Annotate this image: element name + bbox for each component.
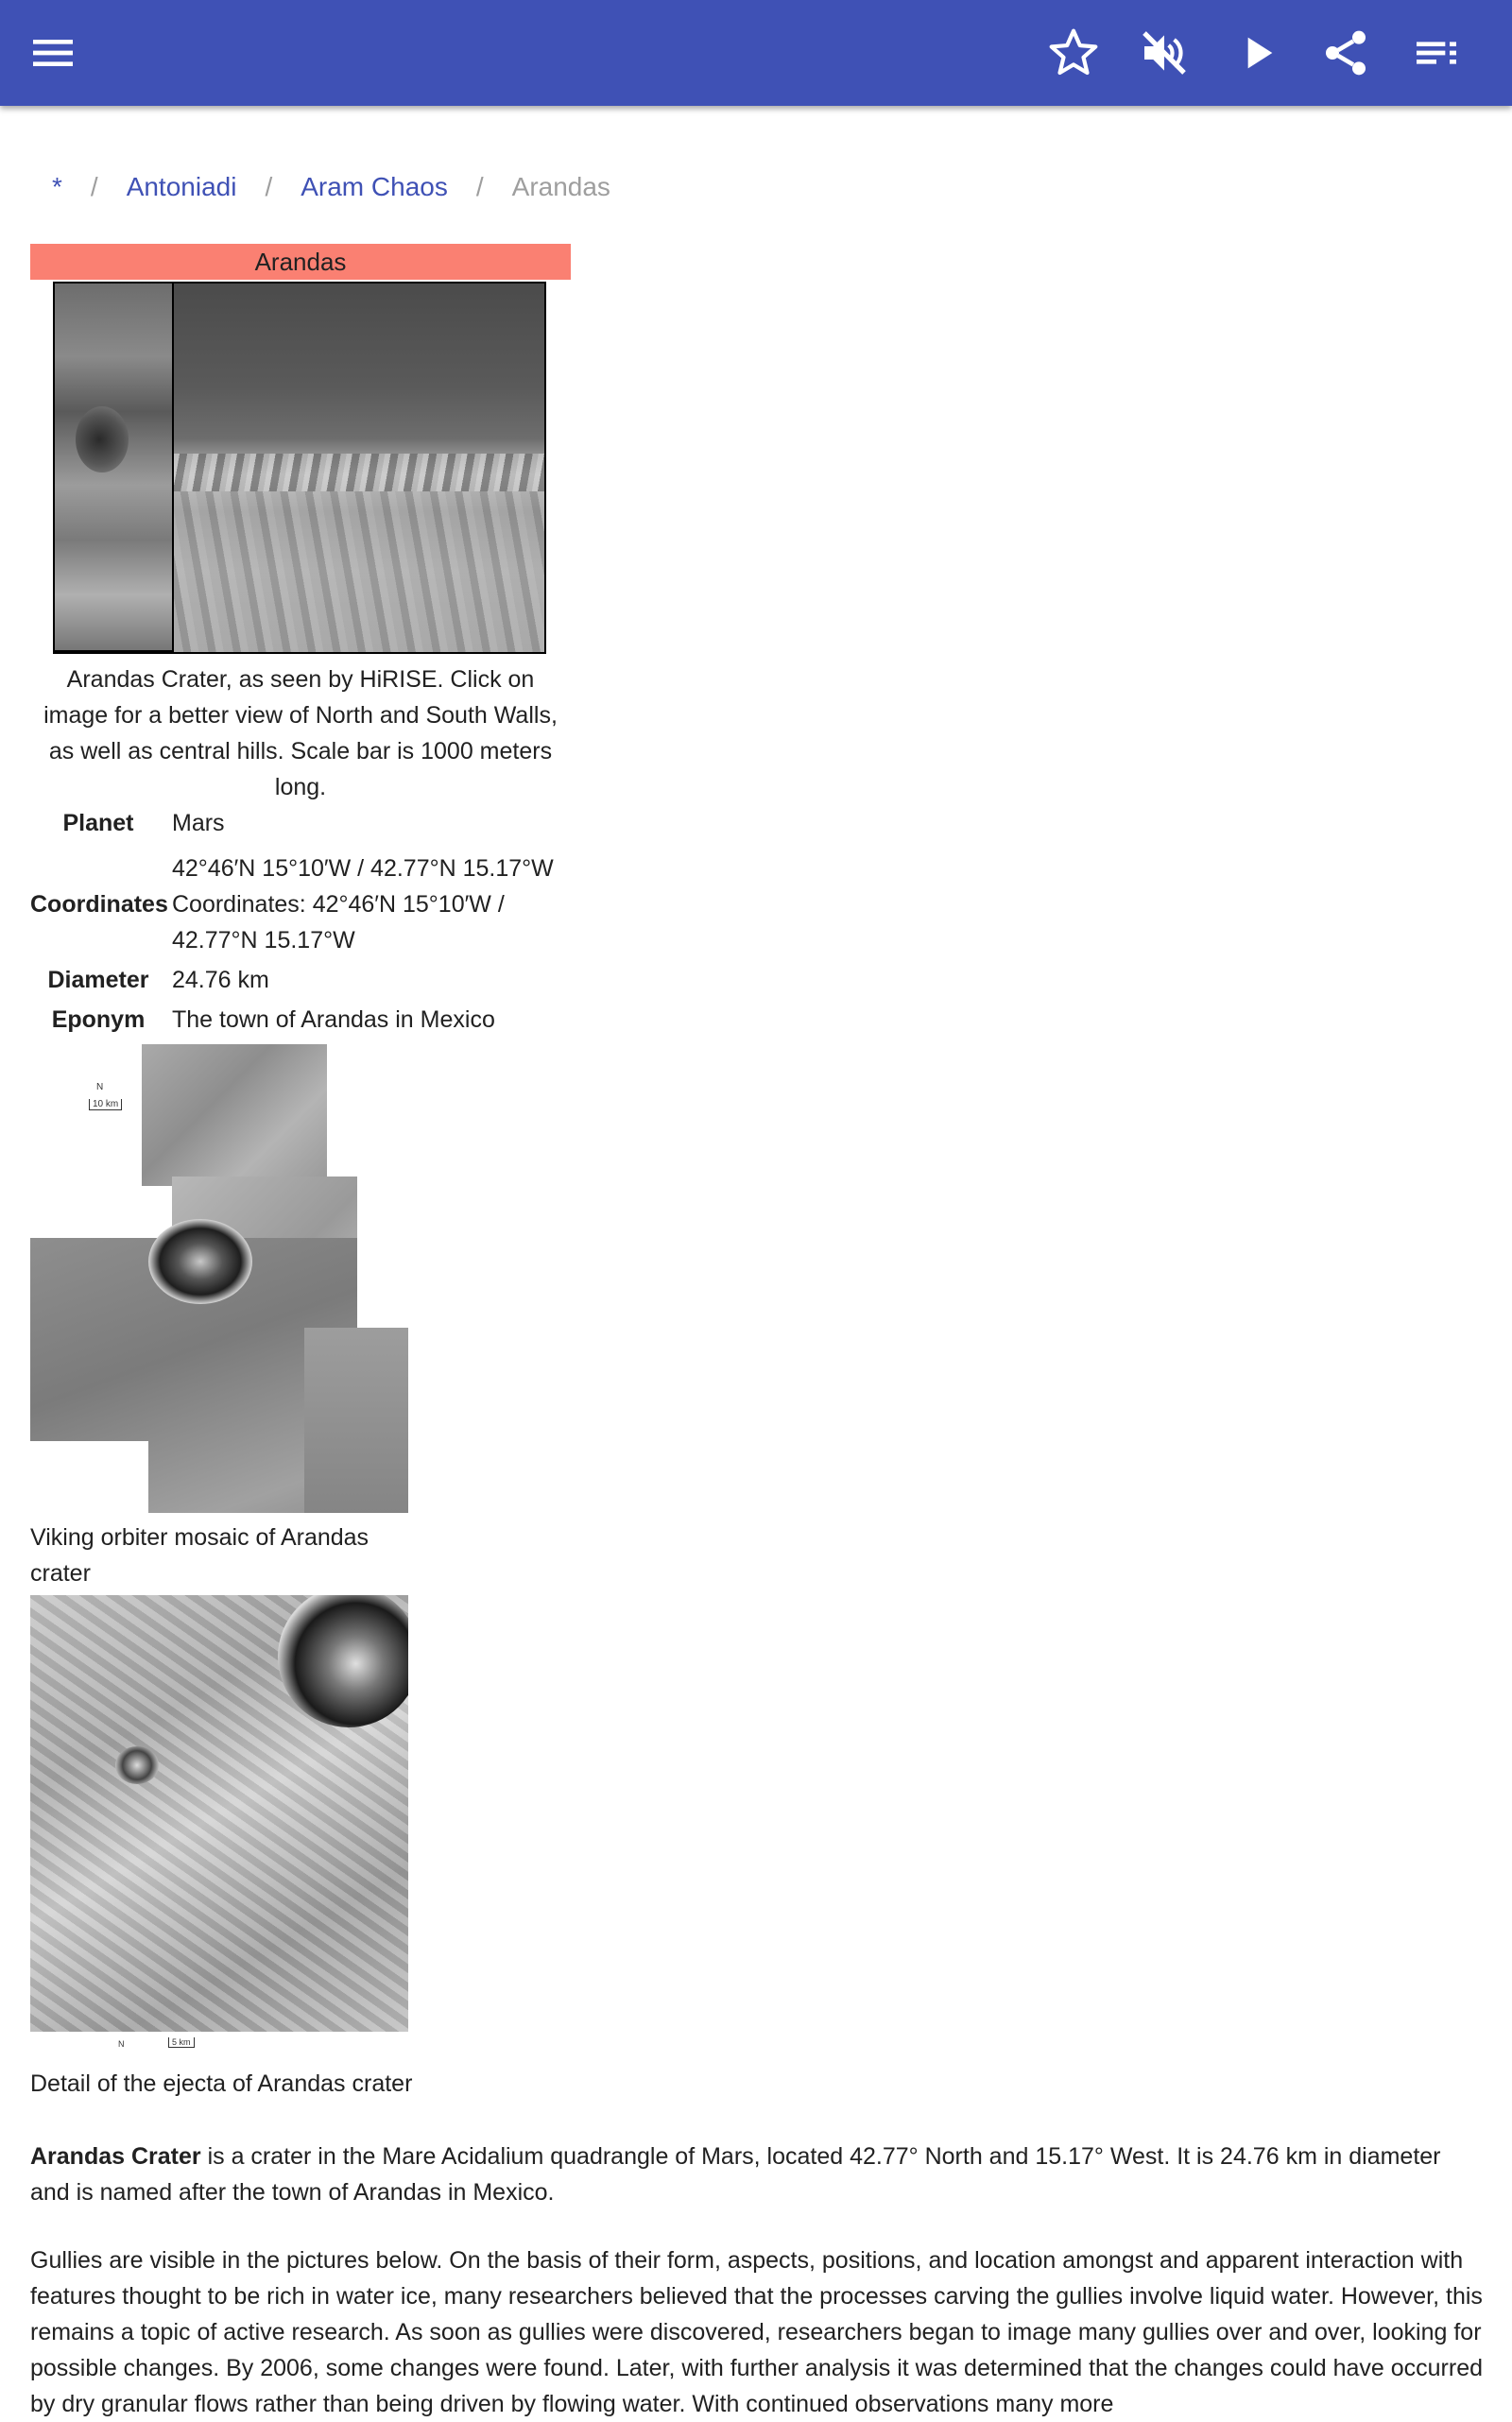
scale-bar-label: 10 km <box>89 1099 122 1110</box>
viking-mosaic-caption: Viking orbiter mosaic of Arandas crater <box>30 1524 369 1587</box>
star-outline-icon[interactable] <box>1047 26 1100 79</box>
breadcrumb-current: Arandas <box>511 172 610 201</box>
infobox-label: Diameter <box>47 967 149 993</box>
north-arrow-label: N <box>96 1082 104 1092</box>
crater-rim <box>148 1219 252 1304</box>
breadcrumb-separator: / <box>90 172 98 201</box>
hirise-crater-image[interactable] <box>53 282 546 654</box>
article-paragraph: Gullies are visible in the pictures below. On the basis of their form, aspects, positions, and location amongst and apparent interaction with features thought to be rich in water ice, many researchers believed that the processes carving the gullies involve liquid water. However, this remains a topic of active research. As soon as gullies were discovered, researchers began to image many gullies over and over, looking for possible changes. By 2006, some changes were found. Later, with further analysis it was determined that the changes could have occurred by dry granular flows rather than being driven by flowing water. With continued observations many more <box>30 2247 1484 2417</box>
article-subject: Arandas Crater <box>30 2143 201 2170</box>
ejecta-caption: Detail of the ejecta of Arandas crater <box>30 2070 413 2097</box>
infobox-label: Planet <box>62 810 134 836</box>
infobox-value[interactable]: 42°46′N 15°10′W / 42.77°N 15.17°W Coordinates: 42°46′N 15°10′W / 42.77°N 15.17°W <box>172 855 554 953</box>
infobox-value: The town of Arandas in Mexico <box>172 1006 495 1033</box>
app-bar <box>0 0 1512 106</box>
playlist-icon[interactable] <box>1410 26 1463 79</box>
small-crater <box>115 1746 159 1784</box>
north-arrow-label: N <box>118 2039 125 2049</box>
infobox-label: Eponym <box>51 1006 146 1033</box>
volume-off-icon[interactable] <box>1138 26 1191 79</box>
share-icon[interactable] <box>1319 26 1372 79</box>
menu-icon[interactable] <box>26 26 79 79</box>
breadcrumb-link-antoniadi[interactable]: Antoniadi <box>126 172 237 201</box>
ejecta-detail-image[interactable] <box>30 1595 408 2032</box>
breadcrumb-separator: / <box>265 172 273 201</box>
breadcrumb-separator: / <box>475 172 484 201</box>
infobox-row-eponym <box>30 1002 588 1038</box>
infobox-value: 24.76 km <box>172 967 269 993</box>
mosaic-tile <box>142 1044 327 1186</box>
breadcrumb <box>52 168 610 206</box>
mosaic-tile <box>304 1328 408 1513</box>
infobox-image-caption: Arandas Crater, as seen by HiRISE. Click on image for a better view of North and South Walls, as well as central hills. Scale bar is 1000 meters long. <box>43 666 558 800</box>
scale-bar-label: 5 km <box>168 2037 195 2048</box>
infobox-title: Arandas <box>30 244 571 280</box>
infobox-value: Mars <box>172 810 225 836</box>
infobox-row-diameter <box>30 962 588 998</box>
hirise-closeup <box>174 283 544 652</box>
infobox-label: Coordinates <box>30 891 168 918</box>
article-lead-paragraph <box>30 2139 1486 2210</box>
hirise-context-strip <box>55 283 172 650</box>
breadcrumb-home-link[interactable]: * <box>52 172 62 201</box>
infobox-row-coordinates <box>30 850 588 958</box>
article-lead-text: is a crater in the Mare Acidalium quadrangle of Mars, located 42.77° North and 15.17° West. It is 24.76 km in diameter and is named after the town of Arandas in Mexico. <box>30 2143 1441 2206</box>
play-icon[interactable] <box>1230 26 1283 79</box>
viking-mosaic-image[interactable] <box>30 1044 408 1513</box>
breadcrumb-link-aram-chaos[interactable]: Aram Chaos <box>301 172 448 201</box>
infobox-row-planet <box>30 805 588 841</box>
